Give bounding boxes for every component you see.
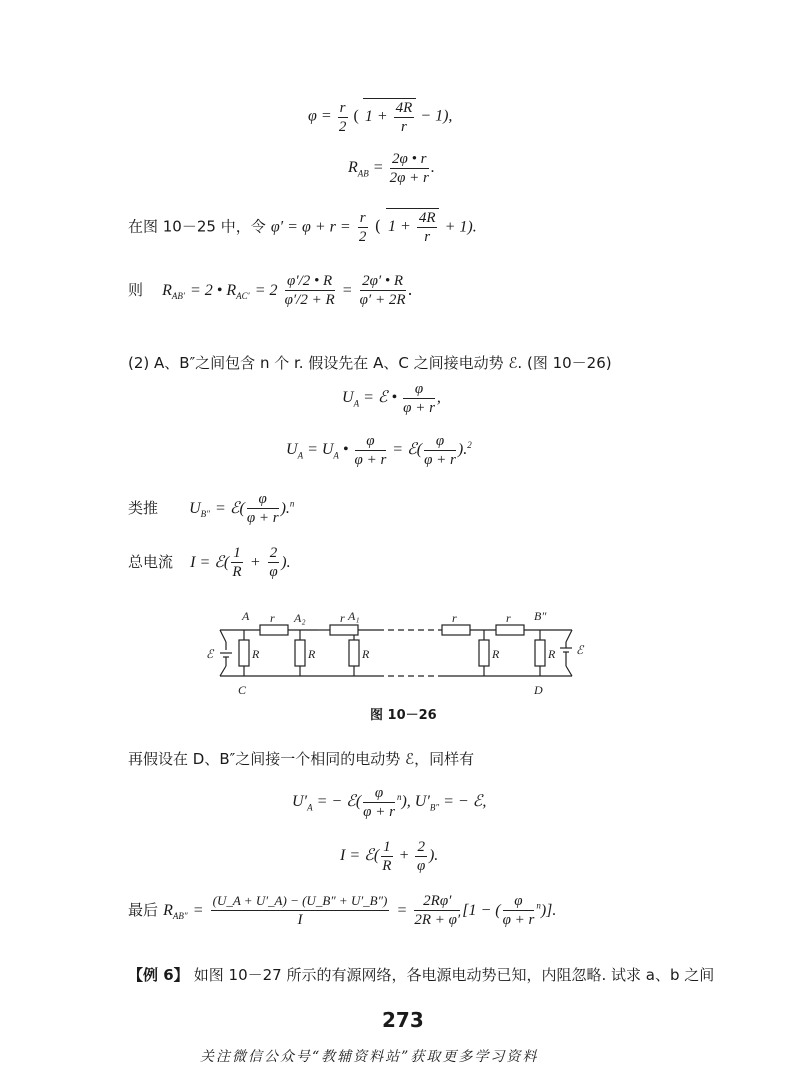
fraction: [424, 432, 456, 469]
denominator: φ′/2 + R: [284, 292, 335, 308]
eq-tail: .: [407, 280, 413, 299]
eq-lhs: U: [189, 500, 201, 517]
subscript: A: [333, 450, 339, 461]
resistor-R-5: [535, 640, 545, 666]
denominator: φ + r: [424, 452, 456, 468]
emf-label-left: ℰ: [206, 647, 214, 661]
eq-lhs: I = ℰ(: [340, 847, 380, 865]
superscript: n: [396, 791, 402, 802]
numerator: 2: [269, 545, 278, 561]
node-label-b: B″: [534, 609, 547, 623]
denominator: R: [382, 858, 392, 874]
subscript: A: [353, 398, 360, 409]
eq-mid: = ℰ(: [392, 441, 423, 459]
denominator: 2R + φ′: [414, 912, 461, 928]
subscript: AB″: [172, 911, 188, 922]
equals: =: [341, 282, 353, 299]
denominator: 2: [358, 228, 367, 245]
sqrt: [386, 208, 439, 246]
resistor-R-1: [239, 640, 249, 666]
eq-tail: − 1),: [420, 107, 453, 125]
sqrt-one: 1 +: [388, 218, 411, 236]
resistor-label: r: [340, 611, 345, 625]
eq-expr: φ′ = φ + r =: [270, 218, 351, 236]
numerator: 2φ′ • R: [360, 272, 406, 291]
eq-mid: = U: [307, 441, 334, 459]
eq-lhs: R: [163, 902, 173, 919]
superscript: n: [289, 498, 295, 509]
denominator: r: [424, 229, 431, 245]
eq-tail: )].: [540, 902, 557, 919]
lead-text: 总电流: [128, 553, 174, 571]
numerator: r: [339, 99, 346, 116]
eq-mid: ), U′: [401, 793, 430, 811]
equation-ub: [128, 490, 294, 527]
eq-mid: = ℰ •: [363, 389, 398, 407]
eq-tail: ).: [457, 441, 468, 459]
fraction: [338, 99, 348, 136]
denominator: φ + r: [354, 452, 387, 468]
denominator: φ + r: [363, 804, 395, 820]
emf-label-right: ℰ: [576, 643, 584, 657]
resistor-R-3: [349, 640, 359, 666]
eq-mid: = 2 • R: [189, 282, 237, 299]
lead-text: 最后: [128, 901, 159, 919]
eq-lhs: I = ℰ(: [190, 554, 230, 571]
numerator: φ: [355, 432, 387, 451]
subscript: A: [297, 450, 304, 461]
numerator: 2Rφ′: [414, 892, 460, 911]
numerator: φ: [424, 432, 456, 451]
resistor-label: R: [548, 647, 556, 661]
eq-tail: .: [430, 159, 435, 177]
fraction: [403, 380, 435, 417]
denominator: 2φ + r: [389, 170, 429, 186]
fraction: [363, 784, 395, 821]
subscript: B″: [200, 509, 210, 520]
fraction: [381, 838, 393, 875]
eq-mid: = − ℰ(: [316, 793, 362, 811]
denominator: R: [232, 564, 242, 580]
eq-tail: ).: [280, 500, 290, 517]
superscript: n: [536, 900, 541, 911]
fraction: [503, 892, 535, 929]
equation-ua2: [286, 432, 472, 469]
compound-fraction: [285, 272, 335, 309]
subscript: AB: [357, 168, 369, 179]
subscript: B″: [429, 802, 440, 813]
circuit-diagram: [200, 604, 600, 700]
numerator: 2: [417, 839, 425, 855]
equals: =: [192, 902, 204, 919]
dot: •: [342, 441, 349, 459]
example-tag: 【例 6】: [128, 966, 189, 984]
resistor-r-1: [260, 625, 288, 635]
denominator: φ + r: [502, 912, 535, 928]
equals: =: [372, 159, 384, 177]
equation-phi: [308, 98, 452, 136]
denominator: φ′ + 2R: [359, 292, 406, 308]
subscript: A: [307, 802, 313, 813]
resistor-label: R: [492, 647, 500, 661]
eq-tail: = − ℰ,: [443, 793, 487, 811]
fraction: [390, 150, 429, 187]
eq-tail: ).: [281, 554, 291, 571]
denominator: I: [297, 912, 303, 928]
node-label-a: A: [242, 609, 250, 623]
numerator: φ′/2 • R: [285, 272, 335, 291]
fraction: [231, 544, 243, 581]
numerator: 1: [383, 839, 391, 855]
example-text: 如图 10－27 所示的有源网络，各电源电动势已知，内阻忽略. 试求 a、b 之间: [193, 966, 715, 984]
eq-mid: = ℰ(: [215, 500, 245, 517]
equation-ua1: [342, 380, 441, 417]
resistor-R-2: [295, 640, 305, 666]
page-number: 273: [382, 1008, 424, 1032]
plus: +: [249, 554, 261, 571]
eq-mid: [1 − (: [462, 902, 501, 919]
resistor-label: R: [308, 647, 316, 661]
eq-mid: = 2: [254, 282, 278, 299]
fraction: [268, 544, 280, 581]
numerator: r: [359, 209, 366, 226]
fraction: [358, 209, 368, 246]
subscript: AB′: [171, 291, 185, 302]
numerator: 2φ • r: [390, 150, 429, 169]
equals: =: [396, 902, 408, 919]
eq-lhs: U: [286, 441, 298, 459]
numerator: 4R: [418, 210, 436, 226]
node-label-a1: A₁: [348, 609, 360, 623]
eq-lhs: R: [348, 159, 358, 177]
fraction: [355, 432, 387, 469]
paren: (: [374, 216, 381, 236]
eq-lhs: R: [162, 282, 172, 299]
resistor-label: r: [506, 611, 511, 625]
resistor-r-3: [442, 625, 470, 635]
lead-text: 则: [128, 281, 144, 299]
node-label-a2: A₂: [294, 611, 306, 625]
numerator: (U_A + U′_A) − (U_B″ + U′_B″): [211, 892, 390, 911]
resistor-label: R: [362, 647, 370, 661]
fraction: [415, 838, 427, 875]
numerator: φ: [247, 490, 279, 509]
example-6: [128, 964, 714, 985]
denominator: φ + r: [246, 510, 279, 526]
equation-rab-prime: [128, 272, 413, 309]
denominator: φ: [417, 858, 426, 874]
subscript: AC′: [236, 291, 250, 302]
eq-tail: + 1).: [444, 218, 477, 236]
equation-rab: [348, 150, 435, 187]
paragraph-part3: 再假设在 D、B″之间接一个相同的电动势 ℰ，同样有: [128, 750, 475, 768]
footer-note: 关注微信公众号“教辅资料站”获取更多学习资料: [200, 1049, 539, 1065]
fraction: [394, 99, 415, 136]
numerator: 4R: [395, 100, 413, 116]
equation-u-prime: [292, 784, 486, 821]
superscript: 2: [467, 439, 472, 450]
denominator: 2: [338, 118, 347, 135]
resistor-label: R: [252, 647, 260, 661]
denominator: r: [401, 119, 407, 135]
numerator: φ: [503, 892, 535, 911]
denominator: φ + r: [403, 400, 435, 416]
equation-total-current: [128, 544, 291, 581]
fraction: [360, 272, 406, 309]
lead-text: 在图 10－25 中，令: [128, 217, 266, 236]
numerator: φ: [403, 380, 435, 399]
resistor-label: r: [452, 611, 457, 625]
eq-lhs: U: [342, 389, 354, 407]
figure-caption: 图 10－26: [370, 708, 437, 723]
resistor-R-4: [479, 640, 489, 666]
lead-text: 类推: [128, 499, 159, 517]
node-label-c: C: [238, 683, 247, 697]
eq-tail: ).: [428, 847, 439, 865]
eq-lhs: φ =: [308, 107, 332, 125]
paragraph-part2: (2) A、B″之间包含 n 个 r. 假设先在 A、C 之间接电动势 ℰ. (图 10－26): [128, 354, 612, 372]
fraction: [414, 892, 460, 929]
paren: (: [353, 107, 359, 125]
eq-tail: ,: [436, 389, 441, 407]
equation-phi-prime: [128, 208, 477, 246]
resistor-r-2: [330, 625, 358, 635]
numerator: φ: [363, 784, 395, 803]
resistor-label: r: [270, 611, 275, 625]
fraction: [211, 892, 390, 929]
sqrt: [363, 98, 416, 136]
eq-lhs: U′: [292, 793, 308, 811]
resistor-r-4: [496, 625, 524, 635]
denominator: φ: [269, 564, 278, 580]
plus: +: [398, 847, 410, 865]
sqrt-one: 1 +: [364, 108, 388, 126]
fraction: [417, 209, 438, 246]
equation-final: [128, 892, 556, 929]
equation-current-2: [340, 838, 438, 875]
fraction: [247, 490, 279, 527]
node-label-d: D: [534, 683, 543, 697]
numerator: 1: [233, 545, 241, 561]
